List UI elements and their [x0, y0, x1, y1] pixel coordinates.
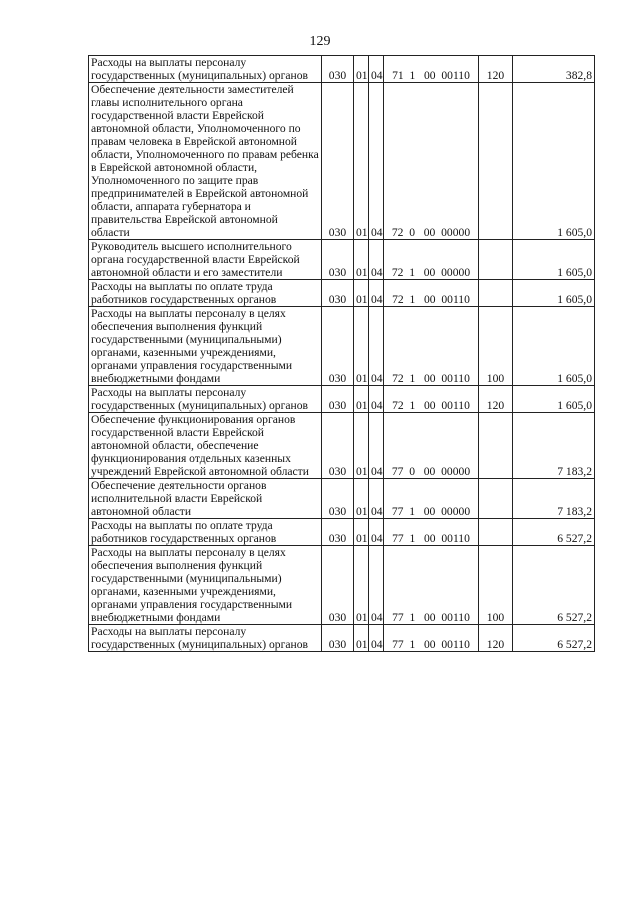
ved-code-cell: 030	[322, 519, 354, 546]
table-row	[89, 413, 595, 479]
ved-code-cell: 030	[322, 413, 354, 479]
table-row	[89, 56, 595, 83]
ved-code-cell: 030	[322, 56, 354, 83]
subsection-code-cell: 04	[369, 83, 384, 240]
table-row	[89, 280, 595, 307]
ved-code-cell: 030	[322, 546, 354, 625]
row-name-cell: Расходы на выплаты по оплате труда работников государственных органов	[89, 519, 322, 546]
ved-code-cell: 030	[322, 280, 354, 307]
row-name-cell: Расходы на выплаты персоналу государственных (муниципальных) органов	[89, 386, 322, 413]
expense-type-cell	[479, 280, 513, 307]
amount-cell: 1 605,0	[513, 386, 595, 413]
section-code-cell: 01	[354, 413, 369, 479]
expense-type-cell: 120	[479, 386, 513, 413]
ved-code-cell: 030	[322, 625, 354, 652]
expense-type-cell: 100	[479, 307, 513, 386]
section-code-cell: 01	[354, 307, 369, 386]
section-code-cell: 01	[354, 83, 369, 240]
amount-cell: 6 527,2	[513, 625, 595, 652]
table-row	[89, 386, 595, 413]
row-name-cell: Расходы на выплаты персоналу в целях обеспечения выполнения функций государственными (муниципальными) органами, казенными учреждениями, органами управления государственными внебюджетными фондами	[89, 546, 322, 625]
table-row	[89, 240, 595, 280]
expense-type-cell: 120	[479, 625, 513, 652]
amount-cell: 1 605,0	[513, 280, 595, 307]
subsection-code-cell: 04	[369, 546, 384, 625]
section-code-cell: 01	[354, 479, 369, 519]
subsection-code-cell: 04	[369, 479, 384, 519]
amount-cell: 1 605,0	[513, 307, 595, 386]
section-code-cell: 01	[354, 240, 369, 280]
row-name-cell: Расходы на выплаты персоналу государственных (муниципальных) органов	[89, 625, 322, 652]
target-article-cell: 72 1 00 00110	[384, 280, 479, 307]
table-row	[89, 83, 595, 240]
budget-table	[88, 55, 595, 652]
section-code-cell: 01	[354, 280, 369, 307]
expense-type-cell	[479, 519, 513, 546]
row-name-cell: Руководитель высшего исполнительного органа государственной власти Еврейской автономной области и его заместители	[89, 240, 322, 280]
row-name-cell: Расходы на выплаты персоналу государственных (муниципальных) органов	[89, 56, 322, 83]
amount-cell: 6 527,2	[513, 519, 595, 546]
expense-type-cell: 100	[479, 546, 513, 625]
subsection-code-cell: 04	[369, 625, 384, 652]
ved-code-cell: 030	[322, 479, 354, 519]
ved-code-cell: 030	[322, 240, 354, 280]
row-name-cell: Обеспечение деятельности органов исполнительной власти Еврейской автономной области	[89, 479, 322, 519]
table-row	[89, 519, 595, 546]
target-article-cell: 72 1 00 00110	[384, 386, 479, 413]
target-article-cell: 77 1 00 00110	[384, 625, 479, 652]
table-row	[89, 625, 595, 652]
expense-type-cell	[479, 479, 513, 519]
expense-type-cell	[479, 413, 513, 479]
section-code-cell: 01	[354, 56, 369, 83]
section-code-cell: 01	[354, 519, 369, 546]
budget-table-body	[89, 56, 595, 652]
subsection-code-cell: 04	[369, 240, 384, 280]
subsection-code-cell: 04	[369, 280, 384, 307]
target-article-cell: 72 1 00 00000	[384, 240, 479, 280]
expense-type-cell: 120	[479, 56, 513, 83]
table-row	[89, 307, 595, 386]
amount-cell: 6 527,2	[513, 546, 595, 625]
section-code-cell: 01	[354, 625, 369, 652]
page-number: 129	[309, 34, 331, 49]
target-article-cell: 77 1 00 00000	[384, 479, 479, 519]
target-article-cell: 77 1 00 00110	[384, 546, 479, 625]
target-article-cell: 72 0 00 00000	[384, 83, 479, 240]
amount-cell: 382,8	[513, 56, 595, 83]
row-name-cell: Расходы на выплаты по оплате труда работников государственных органов	[89, 280, 322, 307]
expense-type-cell	[479, 240, 513, 280]
ved-code-cell: 030	[322, 307, 354, 386]
target-article-cell: 71 1 00 00110	[384, 56, 479, 83]
ved-code-cell: 030	[322, 386, 354, 413]
table-row	[89, 546, 595, 625]
amount-cell: 7 183,2	[513, 479, 595, 519]
table-row	[89, 479, 595, 519]
row-name-cell: Обеспечение функционирования органов государственной власти Еврейской автономной области, обеспечение функционирования отдельных казенных учреждений Еврейской автономной области	[89, 413, 322, 479]
subsection-code-cell: 04	[369, 413, 384, 479]
amount-cell: 7 183,2	[513, 413, 595, 479]
subsection-code-cell: 04	[369, 519, 384, 546]
amount-cell: 1 605,0	[513, 83, 595, 240]
target-article-cell: 72 1 00 00110	[384, 307, 479, 386]
expense-type-cell	[479, 83, 513, 240]
ved-code-cell: 030	[322, 83, 354, 240]
subsection-code-cell: 04	[369, 307, 384, 386]
section-code-cell: 01	[354, 386, 369, 413]
amount-cell: 1 605,0	[513, 240, 595, 280]
row-name-cell: Обеспечение деятельности заместителей главы исполнительного органа государственной власти Еврейской автономной области, Уполномоченного по правам человека в Еврейской автономной области, Уполномоченного по правам ребенка в Еврейской автономной области, Уполномоченного по защите прав предпринимателей в Еврейской автономной области, аппарата губернатора и правительства Еврейской автономной области	[89, 83, 322, 240]
target-article-cell: 77 0 00 00000	[384, 413, 479, 479]
row-name-cell: Расходы на выплаты персоналу в целях обеспечения выполнения функций государственными (муниципальными) органами, казенными учреждениями, органами управления государственными внебюджетными фондами	[89, 307, 322, 386]
target-article-cell: 77 1 00 00110	[384, 519, 479, 546]
subsection-code-cell: 04	[369, 56, 384, 83]
section-code-cell: 01	[354, 546, 369, 625]
subsection-code-cell: 04	[369, 386, 384, 413]
